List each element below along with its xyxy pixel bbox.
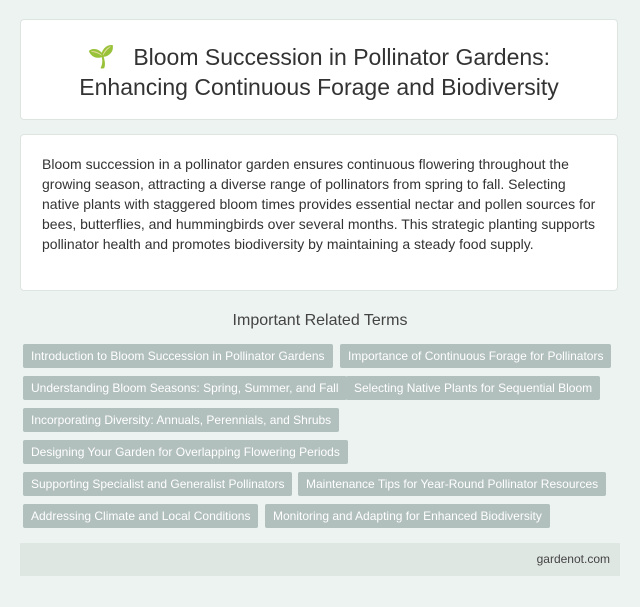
page-title-line1: Bloom Succession in Pollinator Gardens: <box>133 44 551 70</box>
related-term-tag[interactable]: Importance of Continuous Forage for Pollinators <box>340 344 611 368</box>
related-term-tag[interactable]: Incorporating Diversity: Annuals, Perennials, and Shrubs <box>23 408 339 432</box>
page-title <box>21 42 617 102</box>
related-term-tag[interactable]: Addressing Climate and Local Conditions <box>23 504 258 528</box>
related-term-tag[interactable]: Designing Your Garden for Overlapping Flowering Periods <box>23 440 348 464</box>
related-terms-heading: Important Related Terms <box>232 312 408 329</box>
description-card <box>20 134 618 291</box>
related-term-tag[interactable]: Monitoring and Adapting for Enhanced Biodiversity <box>265 504 550 528</box>
footer-bar <box>20 543 620 576</box>
title-card <box>20 19 618 120</box>
related-term-tag[interactable]: Selecting Native Plants for Sequential Bloom <box>346 376 600 400</box>
related-term-tag[interactable]: Introduction to Bloom Succession in Pollinator Gardens <box>23 344 333 368</box>
footer-site-link[interactable]: gardenot.com <box>536 552 610 566</box>
page-title-line2: Enhancing Continuous Forage and Biodiversity <box>79 74 559 100</box>
related-term-tag[interactable]: Understanding Bloom Seasons: Spring, Summer, and Fall <box>23 376 347 400</box>
sprout-icon: 🌱 <box>87 44 116 69</box>
related-term-tag[interactable]: Supporting Specialist and Generalist Pollinators <box>23 472 292 496</box>
related-term-tag[interactable]: Maintenance Tips for Year-Round Pollinator Resources <box>298 472 606 496</box>
description-text: Bloom succession in a pollinator garden ensures continuous flowering throughout the growing season, attracting a diverse range of pollinators from spring to fall. Selecting native plants with staggered bloom times provides essential nectar and pollen sources for bees, butterflies, and hummingbirds over several months. This strategic planting supports pollinator health and promotes biodiversity by maintaining a steady food supply. <box>42 156 596 252</box>
